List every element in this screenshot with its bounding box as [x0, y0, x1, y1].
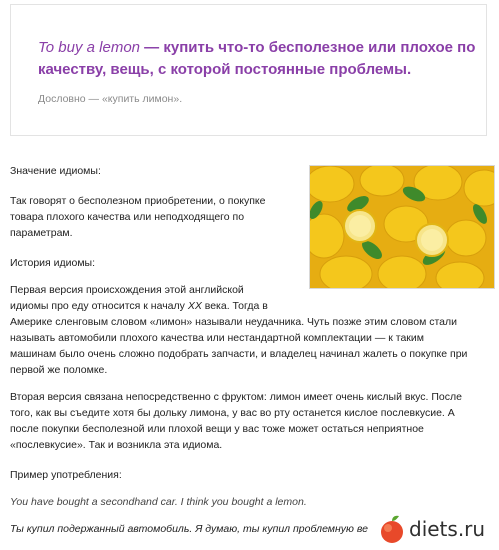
history-line-1: Первая версия происхождения этой английской: [10, 284, 244, 296]
lemons-photo: [309, 165, 495, 289]
idiom-meaning: купить что-то бесполезное или плохое по качеству, вещь, с которой постоянные проблемы.: [38, 39, 476, 78]
history-line-2c: века. Тогда в: [201, 300, 268, 312]
history-line-4: называть автомобили плохого качества или нестандартной комплектации — к таким: [10, 332, 424, 344]
century-numeral: XX: [187, 300, 202, 312]
example-heading: Пример употребления:: [10, 469, 122, 481]
idiom-dash: —: [140, 39, 164, 56]
history-line-5: машинам было очень сложно подобрать запчасти, и владелец начинал жалеть о покупке при: [10, 348, 468, 360]
example-english: You have bought a secondhand car. I think you bought a lemon.: [10, 496, 307, 508]
idiom-english: To buy a lemon: [38, 39, 141, 56]
idiom-definition: [38, 37, 478, 81]
history-line-2a: идиомы про еду относится к началу: [10, 300, 188, 312]
watermark: [376, 510, 499, 550]
meaning-line-3: параметрам.: [10, 227, 73, 239]
second-version-line-3: после покупки бесполезной или плохой вещи у вас тоже может остаться неприятное: [10, 423, 424, 435]
history-line-3: Америке сленговым словом «лимон» называли неудачника. Чуть позже этим словом стали: [10, 316, 457, 328]
history-line-6: первой же поломке.: [10, 364, 108, 376]
idiom-quote-box: [10, 4, 487, 136]
watermark-text: diets.ru: [409, 517, 486, 541]
apple-icon: [378, 514, 406, 544]
second-version-line-4: «послевкусие». Так и возникла эта идиома.: [10, 439, 223, 451]
meaning-heading: Значение идиомы:: [10, 165, 101, 177]
second-version-line-1: Вторая версия связана непосредственно с фруктом: лимон имеет очень кислый вкус. После: [10, 391, 462, 403]
example-russian: Ты купил подержанный автомобиль. Я думаю, ты купил проблемную ве: [10, 523, 368, 535]
lemons-illustration: [310, 166, 495, 289]
history-line-2: [10, 298, 268, 314]
meaning-line-1: Так говорят о бесполезном приобретении, о покупке: [10, 195, 266, 207]
second-version-line-2: того, как вы съедите хотя бы дольку лимона, у вас во рту останется кислое послевкусие. А: [10, 407, 455, 419]
history-heading: История идиомы:: [10, 257, 96, 269]
meaning-line-2: товара плохого качества или неподходящего по: [10, 211, 245, 223]
idiom-literal: Дословно — «купить лимон».: [38, 93, 183, 105]
